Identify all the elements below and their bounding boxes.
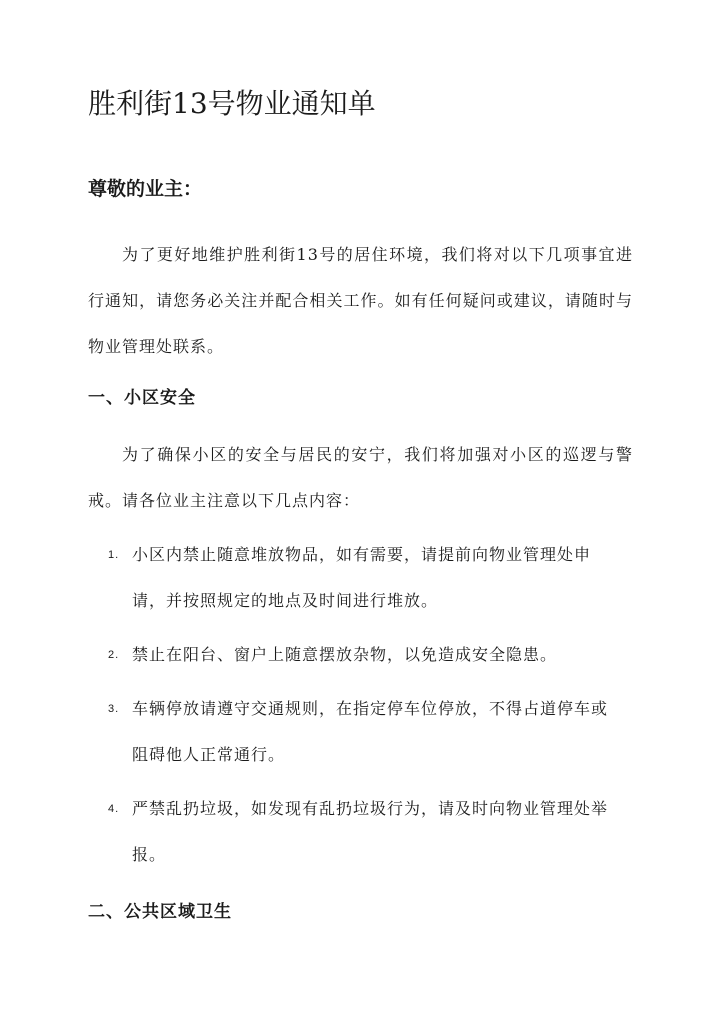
security-paragraph: 为了确保小区的安全与居民的安宁，我们将加强对小区的巡逻与警戒。请各位业主注意以下几点内容： bbox=[88, 445, 633, 510]
document-title: 胜利街13号物业通知单 bbox=[88, 87, 376, 120]
list-item-text: 严禁乱扔垃圾，如发现有乱扔垃圾行为，请及时向物业管理处举报。 bbox=[132, 799, 609, 864]
list-item bbox=[104, 686, 624, 778]
list-item bbox=[104, 532, 624, 624]
section-heading-security: 一、小区安全 bbox=[88, 388, 196, 408]
list-item bbox=[104, 632, 624, 678]
list-item-text: 禁止在阳台、窗户上随意摆放杂物，以免造成安全隐患。 bbox=[132, 645, 558, 664]
list-item bbox=[104, 786, 624, 878]
list-item-number: 3. bbox=[108, 703, 120, 715]
intro-paragraph: 为了更好地维护胜利街13号的居住环境，我们将对以下几项事宜进行通知，请您务必关注并配合相关工作。如有任何疑问或建议，请随时与物业管理处联系。 bbox=[88, 245, 633, 356]
list-item-text: 小区内禁止随意堆放物品，如有需要，请提前向物业管理处申请，并按照规定的地点及时间进行堆放。 bbox=[132, 545, 592, 610]
salutation: 尊敬的业主： bbox=[88, 178, 203, 200]
list-item-number: 1. bbox=[108, 549, 120, 561]
list-item-text: 车辆停放请遵守交通规则，在指定停车位停放，不得占道停车或阻碍他人正常通行。 bbox=[132, 699, 609, 764]
list-item-number: 4. bbox=[108, 803, 120, 815]
security-rule-list bbox=[104, 532, 624, 886]
section-heading-hygiene: 二、公共区域卫生 bbox=[88, 902, 232, 922]
list-item-number: 2. bbox=[108, 649, 120, 661]
